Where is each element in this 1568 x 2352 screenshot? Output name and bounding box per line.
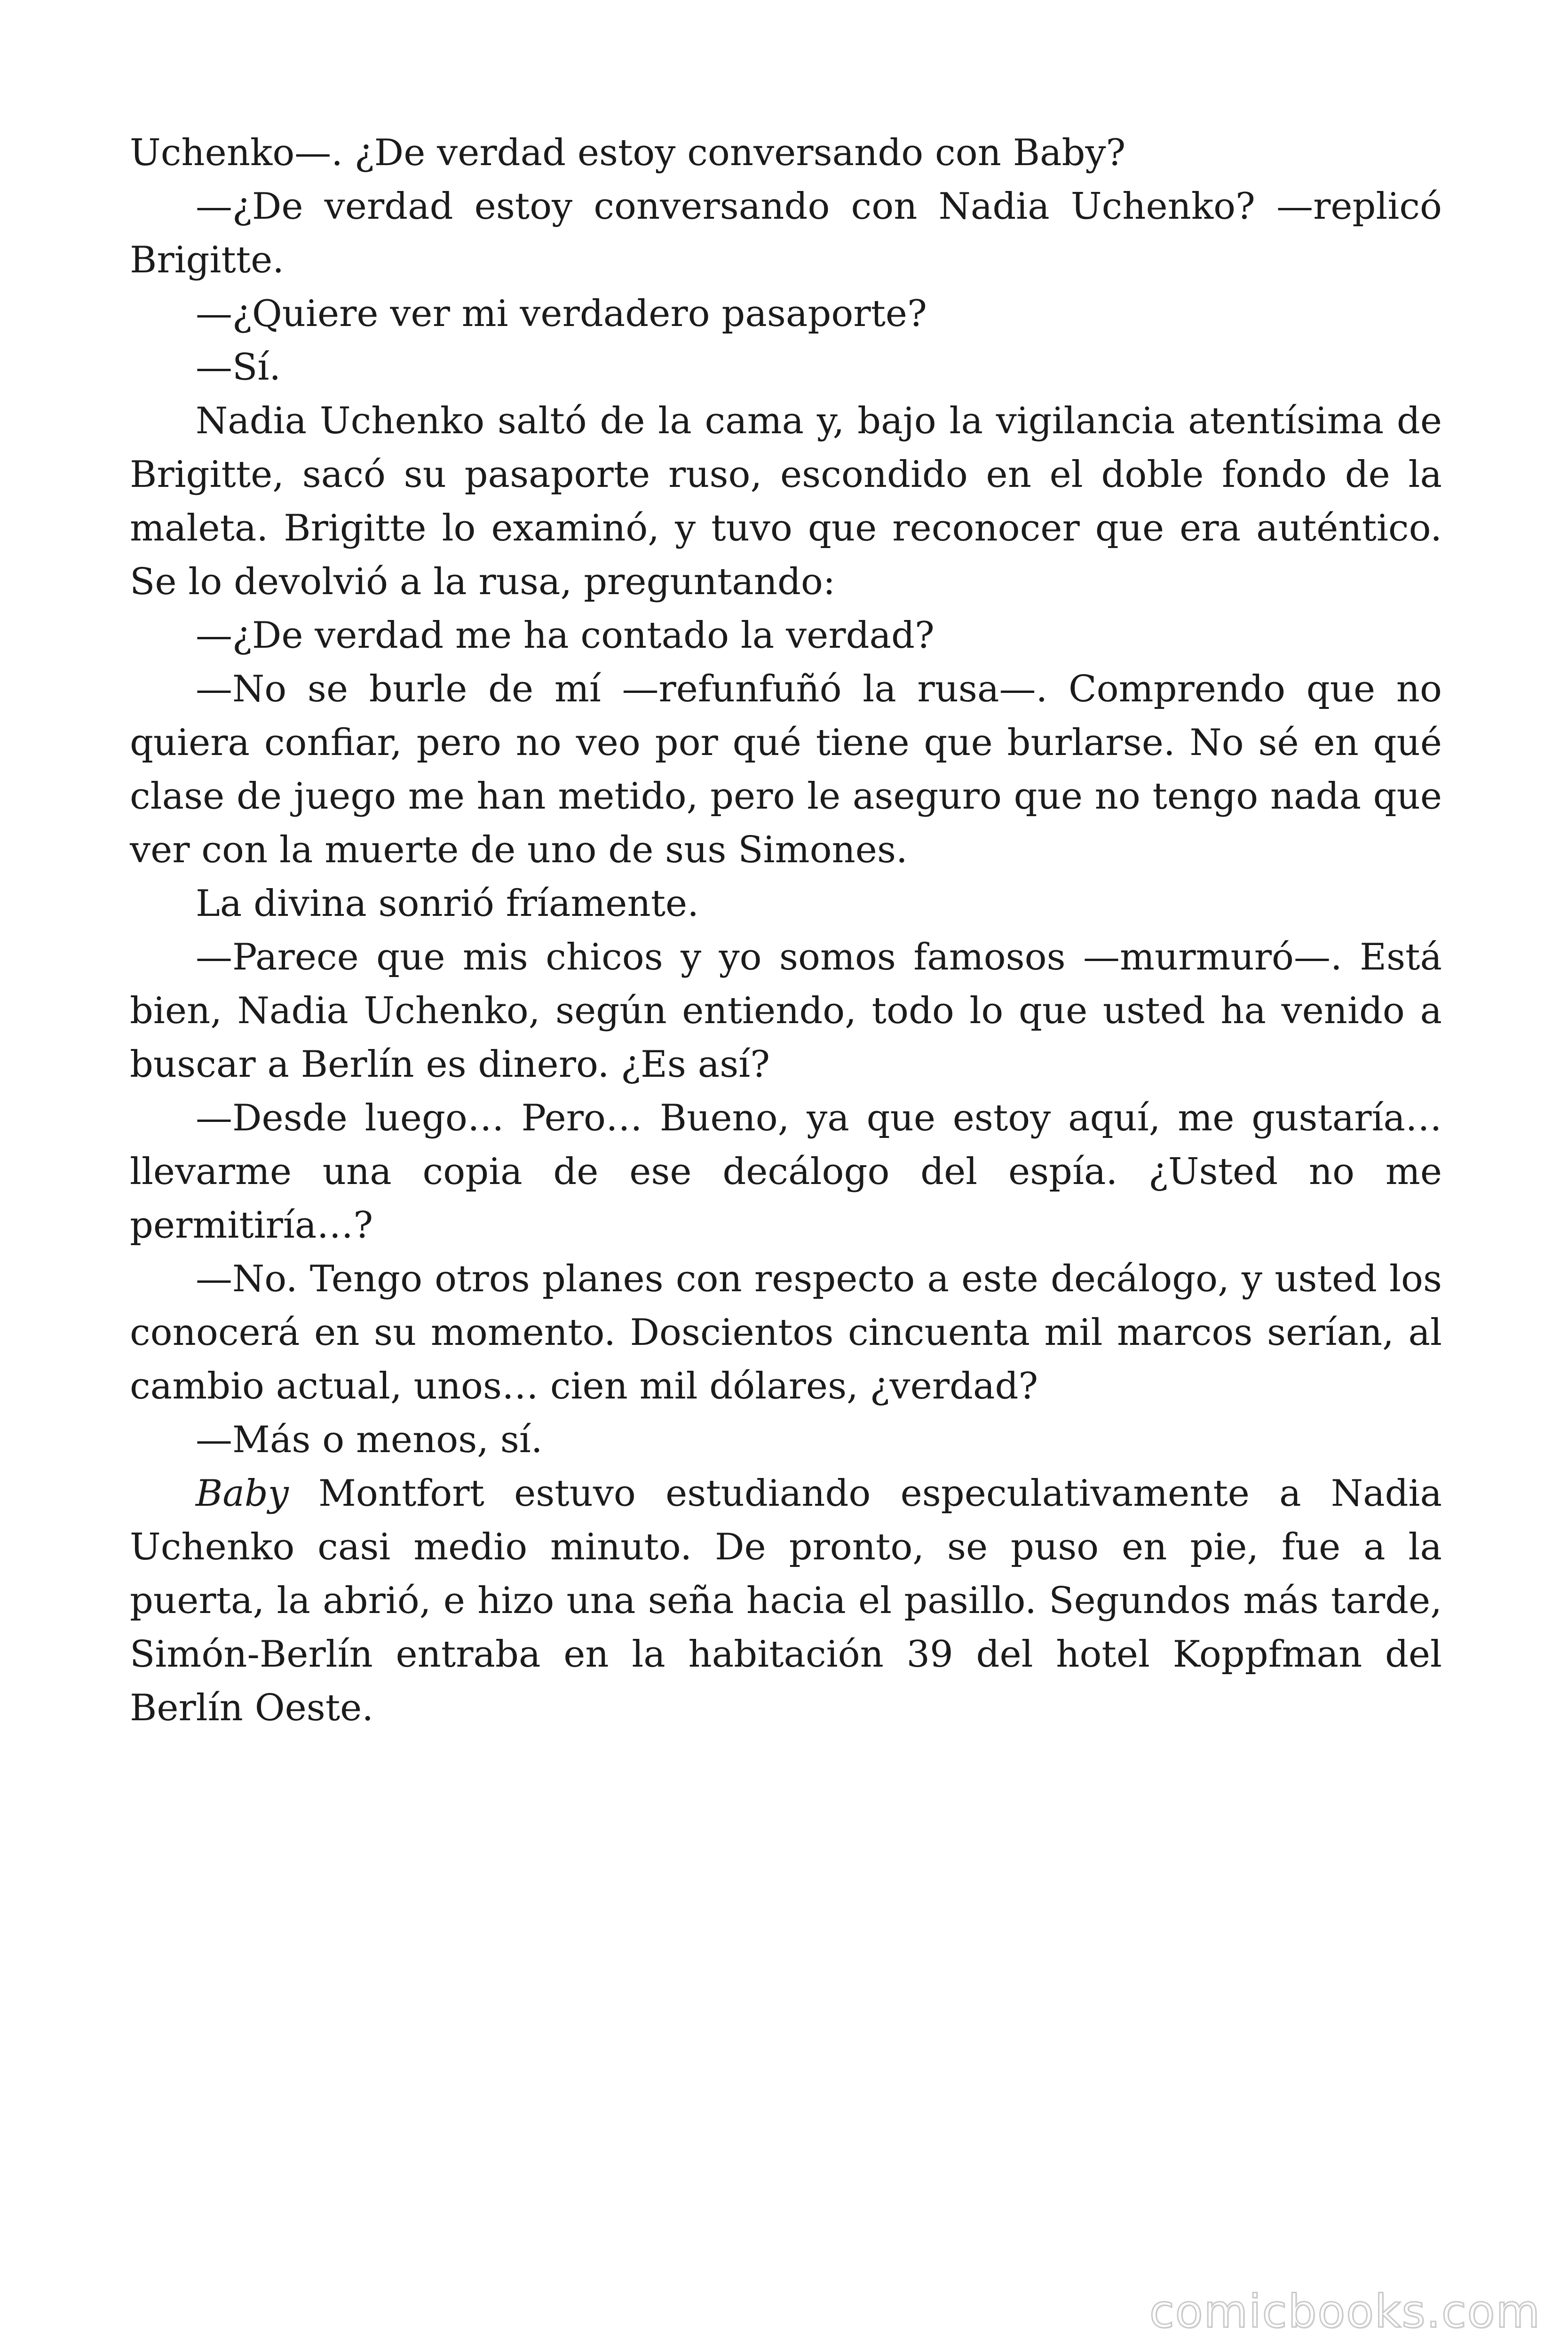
paragraph: —Parece que mis chicos y yo somos famosos —murmuró—. Está bien, Nadia Uchenko, según entiendo, todo lo que usted ha venido a buscar a Berlín es dinero. ¿Es así? [130, 936, 1442, 1086]
paragraph: —Desde luego… Pero… Bueno, ya que estoy aquí, me gustaría… llevarme una copia de ese decálogo del espía. ¿Usted no me permitiría…? [130, 1097, 1442, 1247]
paragraph: La divina sonrió fríamente. [196, 882, 699, 925]
paragraph: —Más o menos, sí. [196, 1419, 543, 1461]
paragraph: —¿De verdad me ha contado la verdad? [196, 614, 934, 657]
italic-name: Baby [196, 1472, 289, 1515]
paragraph: Uchenko—. ¿De verdad estoy conversando con Baby? [130, 132, 1126, 174]
paragraph: —No se burle de mí —refunfuñó la rusa—. Comprendo que no quiera confiar, pero no veo por qué tiene que burlarse. No sé en qué clase de juego me han metido, pero le aseguro que no tengo nada que ver con la muerte de uno de sus Simones. [130, 668, 1442, 871]
watermark-logo: comicbooks.com [1149, 2285, 1541, 2338]
paragraph: —No. Tengo otros planes con respecto a este decálogo, y usted los conocerá en su momento. Doscientos cincuenta mil marcos serían, al cambio actual, unos… cien mil dólares, ¿verdad? [130, 1258, 1442, 1407]
page-body-text [130, 126, 1442, 1735]
paragraph: —¿Quiere ver mi verdadero pasaporte? [196, 293, 927, 335]
paragraph: —¿De verdad estoy conversando con Nadia Uchenko? —replicó Brigitte. [130, 185, 1442, 281]
paragraph: —Sí. [196, 346, 281, 389]
final-paragraph [130, 1467, 1442, 1735]
paragraph: Nadia Uchenko saltó de la cama y, bajo la vigilancia atentísima de Brigitte, sacó su pasaporte ruso, escondido en el doble fondo de la maleta. Brigitte lo examinó, y tuvo que reconocer que era auténtico. Se lo devolvió a la rusa, preguntando: [130, 400, 1442, 603]
final-paragraph-text: Montfort estuvo estudiando especulativamente a Nadia Uchenko casi medio minuto. De pronto, se puso en pie, fue a la puerta, la abrió, e hizo una seña hacia el pasillo. Segundos más tarde, Simón-Berlín entraba en la habitación 39 del hotel Koppfman del Berlín Oeste. [130, 1472, 1442, 1729]
